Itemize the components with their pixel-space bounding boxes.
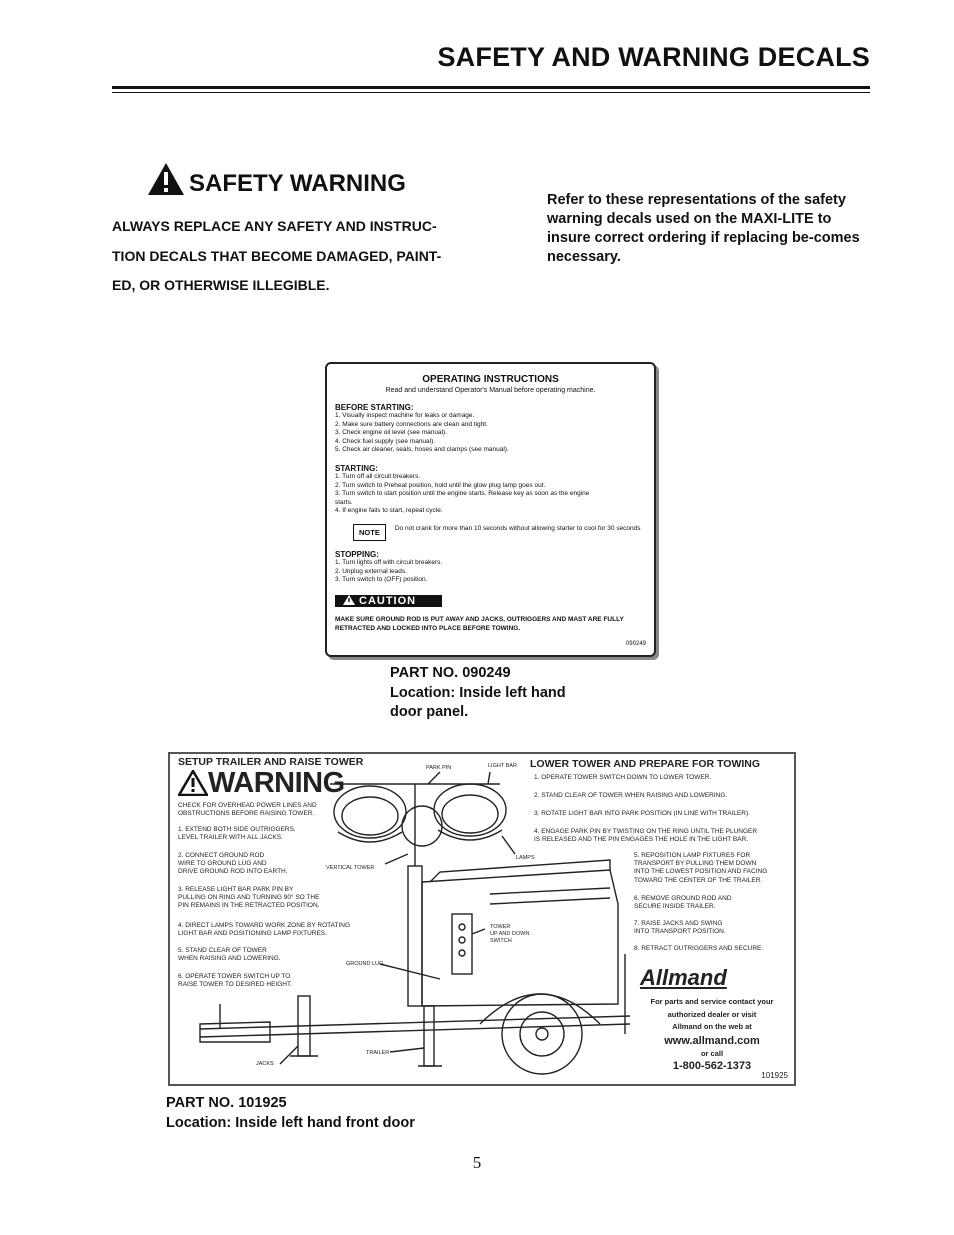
list-item: 2. Make sure battery connections are clean and tight. [335, 420, 488, 428]
step-line: 1. OPERATE TOWER SWITCH DOWN TO LOWER TOWER. [534, 774, 712, 781]
contact-line: Allmand on the web at [672, 1022, 752, 1031]
label-line: UP AND DOWN [490, 931, 530, 937]
step-line: 4. DIRECT LAMPS TOWARD WORK ZONE BY ROTATING [178, 922, 351, 929]
step-line: 3. RELEASE LIGHT BAR PARK PIN BY [178, 886, 294, 893]
step-line: TRANSPORT BY PULLING THEM DOWN [634, 860, 757, 868]
step-line: 4. ENGAGE PARK PIN BY TWISTING ON THE RING UNTIL THE PLUNGER [534, 828, 758, 835]
list-item: 3. Turn switch to start position until the engine starts. Release key as soon as the engine [335, 490, 590, 498]
safety-warning-title: SAFETY WARNING [189, 170, 406, 197]
step-line: 2. CONNECT GROUND ROD [178, 852, 265, 859]
list-item: 3. Check engine oil level (see manual). [335, 429, 448, 437]
label-line: TOWER [490, 924, 511, 930]
decal1-location: Location: Inside left hand [390, 684, 566, 701]
caution-triangle-icon [343, 595, 355, 605]
label-vertical-tower: VERTICAL TOWER [326, 865, 375, 871]
step-line: TOWARD THE CENTER OF THE TRAILER. [634, 876, 763, 884]
list-item: starts. [335, 498, 353, 506]
safety-warning-line: ED, OR OTHERWISE ILLEGIBLE. [112, 277, 330, 293]
refer-paragraph: Refer to these representations of the safety warning decals used on the MAXI-LITE to insure correct ordering if replacing be-comes necessary. [547, 192, 860, 265]
tower-warning-decal [168, 752, 796, 1086]
step-line: WHEN RAISING AND LOWERING. [178, 955, 281, 963]
label-park-pin: PARK PIN [426, 765, 452, 771]
starting-heading: STARTING: [335, 463, 378, 473]
step-line: 2. STAND CLEAR OF TOWER WHEN RAISING AND LOWERING. [534, 792, 728, 799]
safety-warning-line: TION DECALS THAT BECOME DAMAGED, PAINT- [112, 247, 442, 264]
list-item: 1. Turn lights off with circuit breakers. [335, 558, 443, 566]
label-tower-switch [490, 924, 529, 945]
check-line: OBSTRUCTIONS BEFORE RAISING TOWER. [178, 810, 315, 818]
decal2-part-number: PART NO. 101925 [166, 1095, 287, 1111]
stopping-list [335, 559, 646, 585]
note-row [335, 524, 646, 541]
contact-line: For parts and service contact your [650, 997, 774, 1006]
step-line: PULLING ON RING AND TURNING 90° SO THE [178, 894, 320, 902]
label-jacks: JACKS [256, 1061, 274, 1067]
decal1-location-cont: door panel. [390, 704, 469, 720]
phone-number: 1-800-562-1373 [672, 1060, 752, 1072]
decal2-location: Location: Inside left hand front door [166, 1114, 415, 1131]
step-line: 3. ROTATE LIGHT BAR INTO PARK POSITION (IN LINE WITH TRAILER). [534, 810, 750, 817]
starting-list [335, 473, 646, 516]
step-line: 6. REMOVE GROUND ROD AND [634, 895, 732, 902]
list-item: 5. Check air cleaner, seals, hoses and clamps (see manual). [335, 446, 509, 454]
list-item: 4. If engine fails to start, repeat cycle. [335, 507, 443, 515]
step-line: WIRE TO GROUND LUG AND [178, 860, 267, 868]
decal1-number: 090249 [625, 641, 646, 647]
decal1-title: OPERATING INSTRUCTIONS [422, 374, 559, 385]
step-line: RAISE TOWER TO DESIRED HEIGHT. [178, 981, 293, 989]
decal1-caption [390, 664, 566, 723]
label-line: SWITCH [490, 938, 512, 944]
list-item: 4. Check fuel supply (see manual). [335, 437, 436, 445]
step-line: PIN REMAINS IN THE RETRACTED POSITION. [178, 902, 320, 910]
allmand-logo: Allmand [640, 965, 727, 990]
list-item: 1. Turn off all circuit breakers. [335, 472, 421, 480]
before-starting-heading: BEFORE STARTING: [335, 403, 414, 412]
note-label: NOTE [353, 524, 386, 541]
caution-text: MAKE SURE GROUND ROD IS PUT AWAY AND JACKS, OUTRIGGERS AND MAST ARE FULLY RETRACTED AND LOCKED INTO PLACE BEFORE TOWING. [335, 615, 624, 632]
label-light-bar: LIGHT BAR [488, 763, 517, 769]
decal2-caption [166, 1094, 415, 1133]
page-number: 5 [472, 1153, 482, 1172]
list-item: 1. Visually inspect machine for leaks or damage. [335, 412, 475, 419]
step-line: LEVEL TRAILER WITH ALL JACKS. [178, 834, 283, 842]
step-line: 6. OPERATE TOWER SWITCH UP TO [178, 973, 291, 980]
step-line: IS RELEASED AND THE PIN ENGAGES THE HOLE IN THE LIGHT BAR. [534, 836, 749, 844]
step-line: 8. RETRACT OUTRIGGERS AND SECURE. [634, 945, 764, 952]
check-line: CHECK FOR OVERHEAD POWER LINES AND [178, 802, 317, 809]
page-title: SAFETY AND WARNING DECALS [437, 42, 870, 72]
contact-line: authorized dealer or visit [667, 1009, 757, 1019]
caution-label: CAUTION [359, 594, 417, 607]
warning-triangle-icon [147, 162, 185, 196]
safety-warning-line: ALWAYS REPLACE ANY SAFETY AND INSTRUC- [112, 218, 437, 234]
step-line: 7. RAISE JACKS AND SWING [634, 920, 723, 927]
title-rule-thin [112, 92, 870, 93]
stopping-heading: STOPPING: [335, 549, 379, 559]
step-line: 1. EXTEND BOTH SIDE OUTRIGGERS. [178, 826, 296, 833]
decal1-part-number: PART NO. 090249 [390, 665, 511, 681]
step-line: LIGHT BAR AND POSITIONING LAMP FIXTURES. [178, 930, 327, 938]
step-line: 5. REPOSITION LAMP FIXTURES FOR [634, 852, 751, 859]
step-line: INTO TRANSPORT POSITION. [634, 928, 726, 936]
list-item: 2. Unplug external leads. [335, 567, 407, 575]
before-starting-list [335, 412, 646, 455]
contact-block [632, 996, 792, 1073]
step-line: INTO THE LOWEST POSITION AND FACING [634, 868, 768, 876]
step-line: DRIVE GROUND ROD INTO EARTH. [178, 868, 288, 876]
setup-heading: SETUP TRAILER AND RAISE TOWER [178, 756, 364, 768]
website: www.allmand.com [664, 1034, 760, 1047]
title-rule-thick [112, 86, 870, 89]
lower-heading: LOWER TOWER AND PREPARE FOR TOWING [530, 758, 761, 770]
label-lamps: LAMPS [516, 855, 535, 861]
label-trailer: TRAILER [366, 1050, 390, 1056]
decal2-number: 101925 [761, 1071, 788, 1080]
step-line: SECURE INSIDE TRAILER. [634, 903, 716, 911]
warning-word: WARNING [208, 766, 345, 799]
safety-warning-text [112, 218, 492, 307]
decal1-subtitle: Read and understand Operator's Manual before operating machine. [385, 387, 596, 394]
operating-instructions-decal [325, 362, 656, 657]
list-item: 3. Turn switch to (OFF) position. [335, 576, 428, 584]
caution-banner [335, 595, 442, 607]
label-ground-lug: GROUND LUG [346, 961, 384, 967]
list-item: 2. Turn switch to Preheat position, hold until the glow plug lamp goes out. [335, 481, 546, 489]
step-line: 5. STAND CLEAR OF TOWER [178, 947, 267, 954]
or-call: or call [700, 1048, 724, 1058]
note-text: Do not crank for more than 10 seconds without allowing starter to cool for 30 seconds [394, 524, 641, 532]
safety-warning-heading [147, 162, 406, 196]
